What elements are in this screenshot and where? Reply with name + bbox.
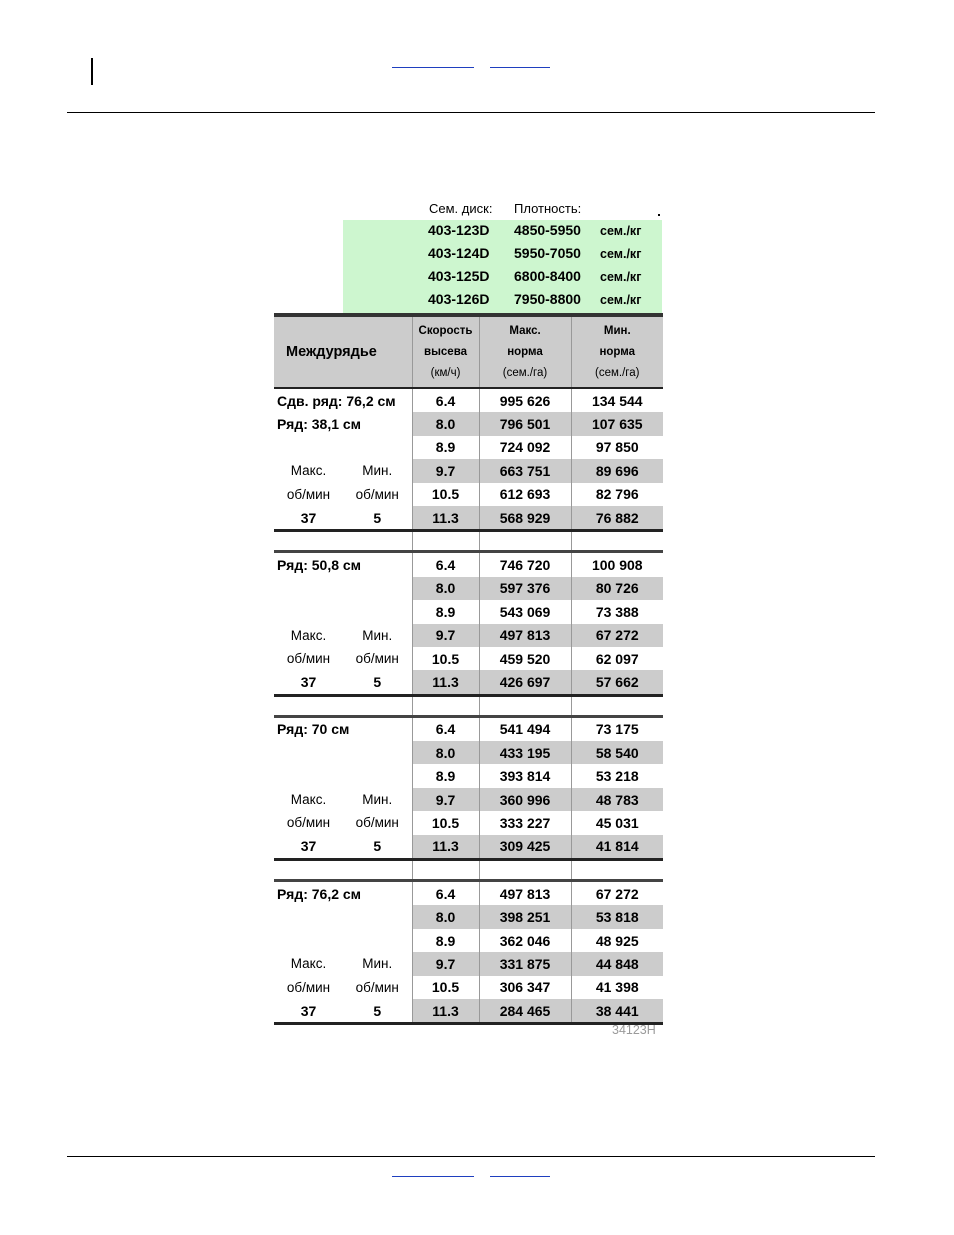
max-rate-cell: 306 347 [479,976,571,999]
max-rate-cell: 541 494 [479,716,571,741]
table-row [274,952,663,975]
speed-cell: 11.3 [412,999,479,1024]
speed-cell: 8.0 [412,905,479,928]
legend-disk: 403-125D [428,268,490,284]
min-rate-cell: 45 031 [571,811,663,834]
max-rate-cell: 284 465 [479,999,571,1024]
table-row [274,459,663,482]
spacer-cell [479,860,571,881]
min-rpm-unit: об/мин [355,486,399,502]
spacer-cell [274,860,412,881]
spacer-cell [479,531,571,552]
min-rate-cell: 67 272 [571,881,663,906]
min-rate-cell: 76 882 [571,506,663,531]
legend-density: 7950-8800 [514,291,581,307]
max-rate-cell: 724 092 [479,436,571,459]
max-rpm-unit: об/мин [286,815,331,831]
speed-cell: 6.4 [412,716,479,741]
min-rate-cell: 44 848 [571,952,663,975]
header-max-rate [479,315,571,388]
max-rate-cell: 663 751 [479,459,571,482]
min-rate-cell: 57 662 [571,670,663,695]
min-rpm-value: 5 [343,670,412,695]
spacer-cell [274,531,412,552]
max-rpm-label: Макс. [290,792,327,808]
header-max-line1: Макс. [509,324,541,337]
legend-row [343,220,662,243]
section-subtitle [274,577,412,600]
empty-cell [274,600,412,623]
header-link-1[interactable] [392,67,474,68]
empty-cell [274,764,412,787]
min-rate-cell: 53 818 [571,905,663,928]
min-rate-cell: 53 218 [571,764,663,787]
header-speed [412,315,479,388]
legend-disk: 403-124D [428,245,490,261]
min-rate-cell: 58 540 [571,741,663,764]
header-speed-line3: (км/ч) [430,366,461,379]
table-row [274,506,663,531]
max-rpm-value: 37 [274,506,343,531]
section-spacer [274,695,663,716]
section-title: Сдв. ряд: 76,2 см [274,388,412,412]
min-rate-cell: 107 635 [571,412,663,435]
legend-unit: сем./кг [600,293,642,307]
table-row [274,881,663,906]
figure-id: 34123H [612,1023,656,1037]
section-title: Ряд: 70 см [274,716,412,741]
max-rate-cell: 362 046 [479,929,571,952]
table-row [274,670,663,695]
empty-cell [274,436,412,459]
min-rate-cell: 73 388 [571,600,663,623]
min-rpm-value: 5 [343,506,412,531]
speed-cell: 11.3 [412,670,479,695]
header-speed-line1: Скорость [418,324,473,337]
max-rate-cell: 333 227 [479,811,571,834]
max-rate-cell: 426 697 [479,670,571,695]
min-rate-cell: 89 696 [571,459,663,482]
header-min-rate [571,315,663,388]
speed-cell: 9.7 [412,624,479,647]
min-rpm-unit: об/мин [355,979,399,995]
section-spacer [274,531,663,552]
max-rate-cell: 497 813 [479,881,571,906]
seeding-rate-table [274,313,663,1025]
section-title: Ряд: 50,8 см [274,552,412,577]
max-rate-cell: 433 195 [479,741,571,764]
max-rate-cell: 995 626 [479,388,571,412]
speed-cell: 10.5 [412,647,479,670]
section-subtitle [274,905,412,928]
min-rate-cell: 41 398 [571,976,663,999]
speed-cell: 8.0 [412,412,479,435]
table-row [274,412,663,435]
table-row [274,999,663,1024]
min-rate-cell: 134 544 [571,388,663,412]
min-rpm-label: Мин. [362,463,393,479]
max-rpm-value: 37 [274,670,343,695]
max-rate-cell: 796 501 [479,412,571,435]
min-rate-cell: 73 175 [571,716,663,741]
min-rate-cell: 67 272 [571,624,663,647]
max-rate-cell: 393 814 [479,764,571,787]
table-row [274,624,663,647]
max-rpm-unit: об/мин [286,651,331,667]
speed-cell: 8.9 [412,929,479,952]
speed-cell: 8.0 [412,577,479,600]
section-subtitle [274,741,412,764]
min-rate-cell: 62 097 [571,647,663,670]
legend-disk: 403-126D [428,291,490,307]
max-rate-cell: 612 693 [479,483,571,506]
spacer-cell [571,531,663,552]
legend-unit: сем./кг [600,224,642,238]
max-rpm-value: 37 [274,999,343,1024]
legend-row [343,243,662,266]
max-rate-cell: 497 813 [479,624,571,647]
table-row [274,483,663,506]
legend-disk-heading: Сем. диск: [429,201,493,216]
table-row [274,741,663,764]
min-rpm-value: 5 [343,835,412,860]
speed-cell: 10.5 [412,976,479,999]
table-row [274,552,663,577]
footer-link-2[interactable] [490,1176,550,1177]
table-row [274,788,663,811]
footer-link-1[interactable] [392,1176,474,1177]
speed-cell: 10.5 [412,483,479,506]
speed-cell: 6.4 [412,552,479,577]
speed-cell: 8.9 [412,436,479,459]
max-rpm-unit: об/мин [286,486,331,502]
speed-cell: 9.7 [412,788,479,811]
header-min-line3: (сем./га) [595,366,640,379]
max-rpm-unit: об/мин [286,979,331,995]
min-rate-cell: 82 796 [571,483,663,506]
legend-row [343,289,662,312]
speed-cell: 6.4 [412,388,479,412]
min-rpm-unit: об/мин [355,651,399,667]
speed-cell: 10.5 [412,811,479,834]
min-rpm-label: Мин. [362,792,393,808]
table-row [274,388,663,412]
legend-density-heading: Плотность: [514,201,582,216]
header-min-line1: Мин. [603,324,631,337]
min-rpm-unit: об/мин [355,815,399,831]
min-rpm-label: Мин. [362,956,393,972]
spacer-cell [571,695,663,716]
max-rate-cell: 568 929 [479,506,571,531]
min-rate-cell: 100 908 [571,552,663,577]
header-min-line2: норма [599,345,636,358]
header-margin-bar [91,58,93,85]
spacer-cell [479,695,571,716]
table-row [274,436,663,459]
table-row [274,577,663,600]
speed-cell: 8.0 [412,741,479,764]
min-rpm-label: Мин. [362,627,393,643]
speed-cell: 8.9 [412,764,479,787]
legend-density: 6800-8400 [514,268,581,284]
table-row [274,647,663,670]
min-rate-cell: 48 925 [571,929,663,952]
header-max-line3: (сем./га) [502,366,548,379]
table-row [274,905,663,928]
table-row [274,976,663,999]
min-rate-cell: 80 726 [571,577,663,600]
seed-disk-legend [343,220,662,313]
speed-cell: 6.4 [412,881,479,906]
max-rate-cell: 398 251 [479,905,571,928]
spacer-cell [412,695,479,716]
min-rate-cell: 38 441 [571,999,663,1024]
legend-row [343,266,662,289]
legend-unit: сем./кг [600,270,642,284]
table-row [274,716,663,741]
speed-cell: 9.7 [412,459,479,482]
header-rule [67,112,875,113]
table-row [274,764,663,787]
max-rate-cell: 543 069 [479,600,571,623]
section-spacer [274,860,663,881]
legend-unit: сем./кг [600,247,642,261]
header-speed-line2: высева [424,345,468,358]
min-rpm-value: 5 [343,999,412,1024]
min-rate-cell: 48 783 [571,788,663,811]
max-rate-cell: 331 875 [479,952,571,975]
legend-density: 5950-7050 [514,245,581,261]
section-title: Ряд: 76,2 см [274,881,412,906]
header-link-2[interactable] [490,67,550,68]
spacer-cell [571,860,663,881]
max-rpm-value: 37 [274,835,343,860]
max-rate-cell: 597 376 [479,577,571,600]
legend-dot [658,214,660,216]
speed-cell: 8.9 [412,600,479,623]
legend-density: 4850-5950 [514,222,581,238]
legend-header [274,196,664,220]
footer-rule [67,1156,875,1157]
table-row [274,600,663,623]
spacer-cell [412,531,479,552]
max-rate-cell: 360 996 [479,788,571,811]
table-row [274,929,663,952]
speed-cell: 11.3 [412,506,479,531]
min-rate-cell: 41 814 [571,835,663,860]
spacer-cell [274,695,412,716]
table-body [274,388,663,1024]
max-rate-cell: 746 720 [479,552,571,577]
speed-cell: 9.7 [412,952,479,975]
spacer-cell [412,860,479,881]
section-subtitle: Ряд: 38,1 см [277,416,362,433]
max-rate-cell: 309 425 [479,835,571,860]
legend-disk: 403-123D [428,222,490,238]
min-rate-cell: 97 850 [571,436,663,459]
max-rpm-label: Макс. [290,956,327,972]
table-header-row [274,315,663,388]
max-rpm-label: Макс. [290,627,327,643]
empty-cell [274,929,412,952]
header-row-spacing: Междурядье [274,315,412,388]
header-max-line2: норма [507,345,543,358]
table-row [274,811,663,834]
max-rpm-label: Макс. [290,463,327,479]
speed-cell: 11.3 [412,835,479,860]
table-row [274,835,663,860]
max-rate-cell: 459 520 [479,647,571,670]
